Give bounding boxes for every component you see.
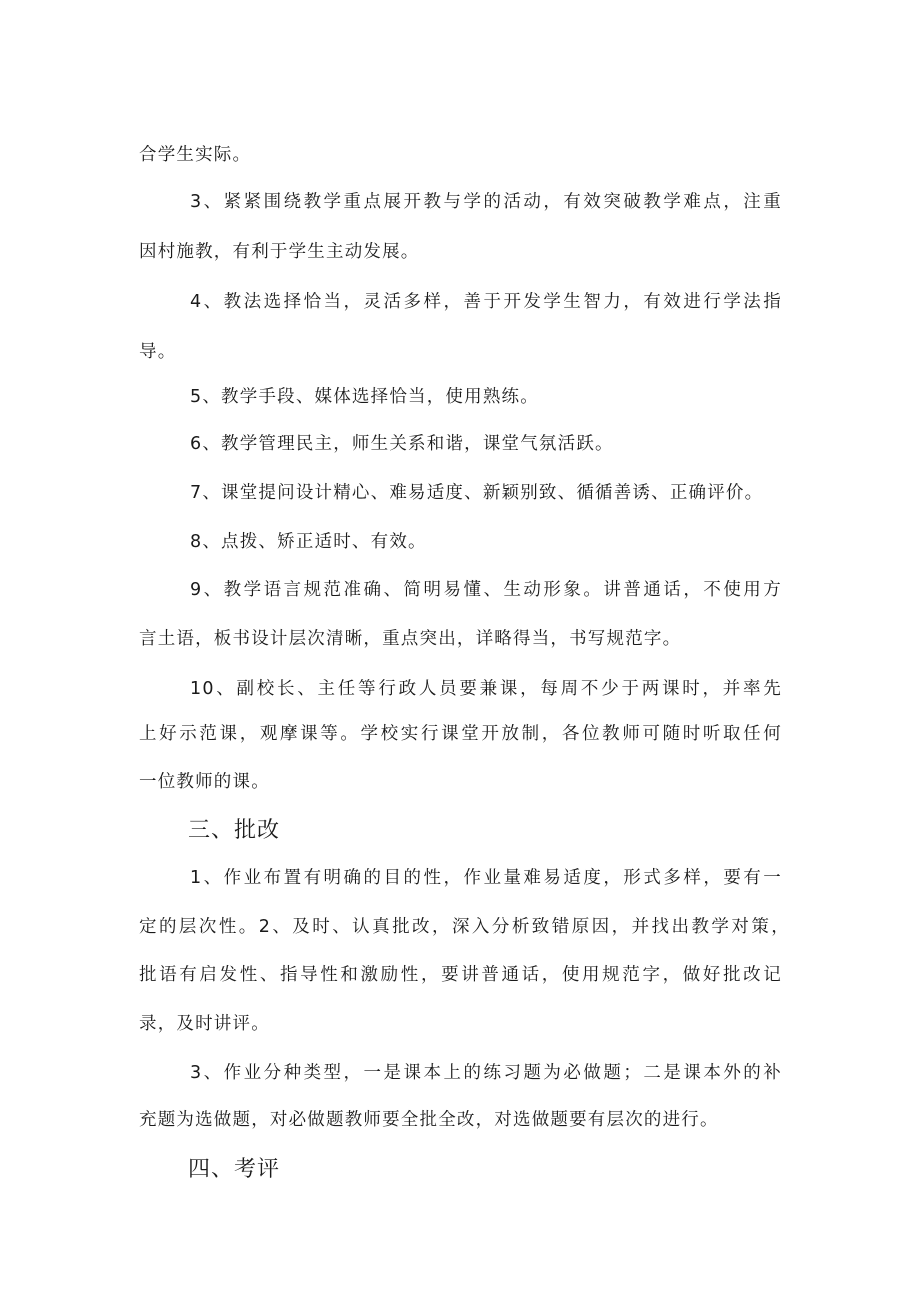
text-line: 因村施教，有利于学生主动发展。 [139,242,420,262]
text-line: 3、紧紧围绕教学重点展开教与学的活动，有效突破教学难点，注重 [190,192,782,212]
text-line: 导。 [139,342,177,362]
section-heading: 三、批改 [188,818,281,843]
section-heading: 四、考评 [188,1157,281,1182]
text-line: 合学生实际。 [139,145,252,165]
text-line: 一位教师的课。 [139,772,270,792]
text-line: 4、教法选择恰当，灵活多样，善于开发学生智力，有效进行学法指 [190,292,782,312]
text-line: 上好示范课，观摩课等。学校实行课堂开放制，各位教师可随时听取任何 [139,724,782,744]
text-line: 定的层次性。2、及时、认真批改，深入分析致错原因，并找出教学对策， [139,917,790,937]
text-line: 批语有启发性、指导性和激励性，要讲普通话，使用规范字，做好批改记 [139,965,782,985]
text-line: 7、课堂提问设计精心、难易适度、新颖别致、循循善诱、正确评价。 [190,483,764,503]
text-line: 录，及时讲评。 [139,1014,270,1034]
text-line: 5、教学手段、媒体选择恰当，使用熟练。 [190,387,539,407]
text-line: 言土语，板书设计层次清晰，重点突出，详略得当，书写规范字。 [139,629,682,649]
text-line: 10、副校长、主任等行政人员要兼课，每周不少于两课时，并率先 [190,679,782,699]
text-line: 3、作业分种类型，一是课本上的练习题为必做题；二是课本外的补 [190,1063,782,1083]
text-line: 9、教学语言规范准确、简明易懂、生动形象。讲普通话，不使用方 [190,580,782,600]
text-line: 8、点拨、矫正适时、有效。 [190,532,427,552]
text-line: 1、作业布置有明确的目的性，作业量难易适度，形式多样，要有一 [190,868,782,888]
text-line: 6、教学管理民主，师生关系和谐，课堂气氛活跃。 [190,434,614,454]
text-line: 充题为选做题，对必做题教师要全批全改，对选做题要有层次的进行。 [139,1110,719,1130]
